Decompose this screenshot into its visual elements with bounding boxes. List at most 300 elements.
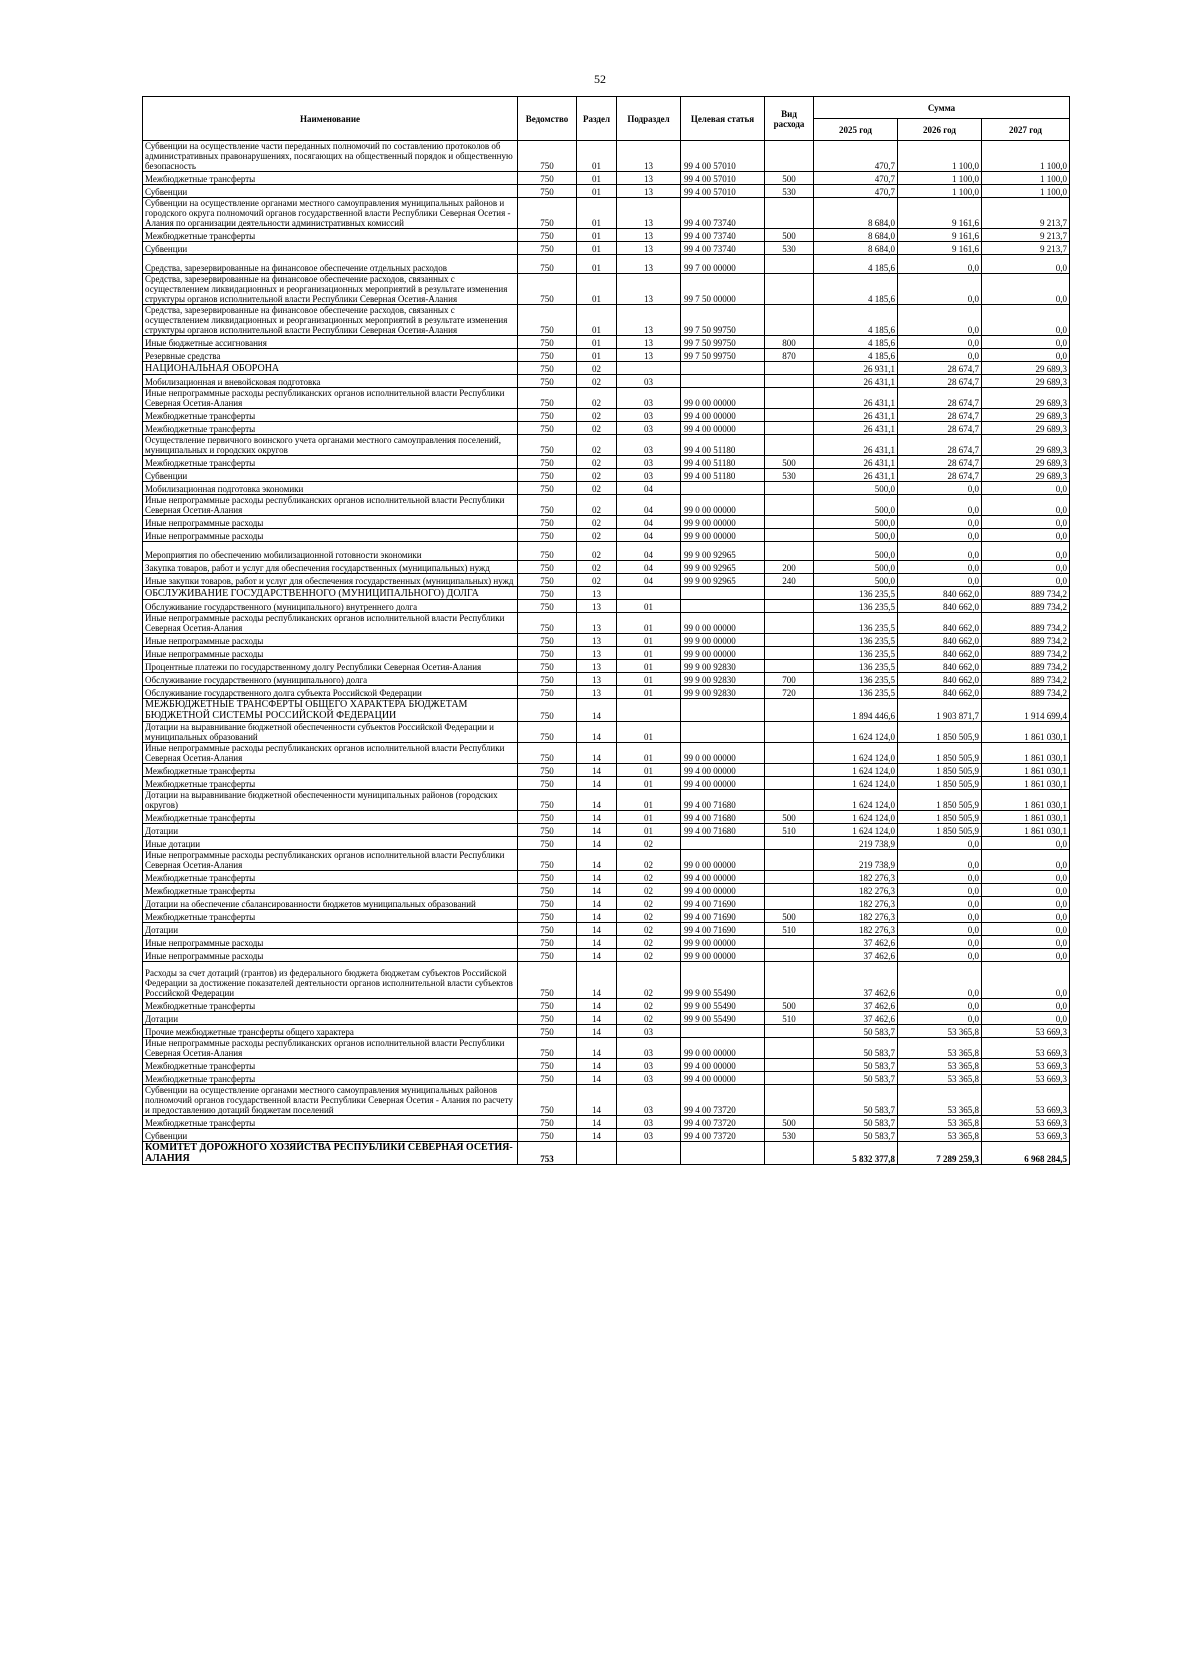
row-name: Обслуживание государственного (муниципального) внутреннего долга: [143, 600, 518, 613]
row-name: Межбюджетные трансферты: [143, 229, 518, 242]
table-row: [143, 1129, 1070, 1142]
table-row: [143, 923, 1070, 936]
table-row: [143, 388, 1070, 409]
row-target: 99 4 00 00000: [681, 764, 765, 777]
row-name: Средства, зарезервированные на финансовое обеспечение расходов, связанных с осуществлением ликвидационных и реорганизационных мероприятий в результате изменения структуры органов исполнительной власти Республики Северная Осетия-Алания: [143, 274, 518, 305]
row-expense-type: [765, 634, 814, 647]
row-expense-type: 800: [765, 336, 814, 349]
row-subsection: [617, 362, 681, 375]
row-sum-2027: 53 669,3: [982, 1116, 1070, 1129]
row-target: 99 4 00 00000: [681, 1059, 765, 1072]
row-expense-type: [765, 850, 814, 871]
row-name: Процентные платежи по государственному долгу Республики Северная Осетия-Алания: [143, 660, 518, 673]
row-name: Осуществление первичного воинского учета органами местного самоуправления поселений, муниципальных и городских округов: [143, 435, 518, 456]
row-target: 99 4 00 71680: [681, 811, 765, 824]
row-dept: 750: [518, 837, 577, 850]
table-row: [143, 172, 1070, 185]
header-dept: Ведомство: [518, 97, 577, 141]
table-row: [143, 634, 1070, 647]
row-expense-type: [765, 422, 814, 435]
row-section: 02: [577, 409, 617, 422]
row-expense-type: 500: [765, 999, 814, 1012]
table-row: [143, 141, 1070, 172]
row-sum-2027: 0,0: [982, 837, 1070, 850]
row-expense-type: 530: [765, 1129, 814, 1142]
row-name: Дотации на выравнивание бюджетной обеспеченности субъектов Российской Федерации и муниципальных образований: [143, 722, 518, 743]
row-subsection: 04: [617, 529, 681, 542]
row-section: 02: [577, 456, 617, 469]
page-number: 52: [594, 72, 606, 86]
row-target: 99 9 00 55490: [681, 962, 765, 999]
row-sum-2026: 28 674,7: [898, 435, 982, 456]
row-name: Обслуживание государственного (муниципального) долга: [143, 673, 518, 686]
row-sum-2027: 1 861 030,1: [982, 722, 1070, 743]
row-sum-2025: 182 276,3: [814, 910, 898, 923]
row-sum-2025: 1 624 124,0: [814, 777, 898, 790]
row-section: 02: [577, 574, 617, 587]
row-expense-type: 500: [765, 910, 814, 923]
table-row: [143, 229, 1070, 242]
row-name: Расходы за счет дотаций (грантов) из федерального бюджета бюджетам субъектов Российской Федерации за достижение показателей деятельности органов исполнительной власти субъектов Российской Федерации: [143, 962, 518, 999]
table-row: [143, 542, 1070, 561]
row-sum-2027: 29 689,3: [982, 409, 1070, 422]
row-sum-2025: 50 583,7: [814, 1059, 898, 1072]
row-dept: 750: [518, 743, 577, 764]
row-sum-2027: 9 213,7: [982, 198, 1070, 229]
row-sum-2025: 470,7: [814, 172, 898, 185]
row-name: Дотации: [143, 1012, 518, 1025]
row-section: 14: [577, 824, 617, 837]
row-sum-2025: 4 185,6: [814, 255, 898, 274]
row-sum-2027: 29 689,3: [982, 388, 1070, 409]
row-subsection: 02: [617, 999, 681, 1012]
row-sum-2026: 1 850 505,9: [898, 764, 982, 777]
row-sum-2025: 136 235,5: [814, 600, 898, 613]
row-target: 99 4 00 73720: [681, 1116, 765, 1129]
row-sum-2025: 26 931,1: [814, 362, 898, 375]
row-sum-2026: 840 662,0: [898, 634, 982, 647]
row-sum-2025: 37 462,6: [814, 949, 898, 962]
row-subsection: 02: [617, 850, 681, 871]
row-expense-type: [765, 647, 814, 660]
row-sum-2026: 0,0: [898, 1012, 982, 1025]
row-subsection: 03: [617, 388, 681, 409]
table-row: [143, 587, 1070, 600]
row-sum-2027: 1 100,0: [982, 141, 1070, 172]
table-row: [143, 660, 1070, 673]
row-name: Субвенции: [143, 185, 518, 198]
row-dept: 750: [518, 587, 577, 600]
row-name: Дотации на выравнивание бюджетной обеспеченности муниципальных районов (городских округов): [143, 790, 518, 811]
row-section: 14: [577, 1085, 617, 1116]
row-dept: 750: [518, 469, 577, 482]
table-row: [143, 349, 1070, 362]
row-target: 99 4 00 57010: [681, 185, 765, 198]
row-dept: 750: [518, 172, 577, 185]
row-name: Резервные средства: [143, 349, 518, 362]
row-sum-2025: 1 624 124,0: [814, 722, 898, 743]
row-sum-2025: 500,0: [814, 495, 898, 516]
row-subsection: 13: [617, 242, 681, 255]
row-sum-2026: 0,0: [898, 574, 982, 587]
row-section: 13: [577, 600, 617, 613]
row-sum-2025: 50 583,7: [814, 1116, 898, 1129]
row-section: 02: [577, 529, 617, 542]
row-section: 14: [577, 1116, 617, 1129]
row-sum-2027: 1 100,0: [982, 185, 1070, 198]
row-dept: 750: [518, 141, 577, 172]
row-section: 02: [577, 542, 617, 561]
row-subsection: 04: [617, 542, 681, 561]
row-dept: 750: [518, 456, 577, 469]
row-name: Иные непрограммные расходы республиканских органов исполнительной власти Республики Северная Осетия-Алания: [143, 495, 518, 516]
row-name: Межбюджетные трансферты: [143, 456, 518, 469]
row-subsection: 02: [617, 1012, 681, 1025]
row-sum-2027: 1 861 030,1: [982, 777, 1070, 790]
row-name: Средства, зарезервированные на финансовое обеспечение расходов, связанных с осуществлением ликвидационных и реорганизационных мероприятий в результате изменения структуры органов исполнительной власти Республики Северная Осетия-Алания: [143, 305, 518, 336]
row-sum-2026: 0,0: [898, 274, 982, 305]
row-sum-2026: 840 662,0: [898, 660, 982, 673]
row-section: 02: [577, 388, 617, 409]
row-subsection: 03: [617, 469, 681, 482]
row-subsection: 01: [617, 722, 681, 743]
row-sum-2025: 8 684,0: [814, 242, 898, 255]
row-sum-2025: 500,0: [814, 529, 898, 542]
row-subsection: 02: [617, 884, 681, 897]
row-name: Мероприятия по обеспечению мобилизационной готовности экономики: [143, 542, 518, 561]
row-target: 99 9 00 55490: [681, 999, 765, 1012]
row-sum-2026: 7 289 259,3: [898, 1142, 982, 1165]
row-section: 14: [577, 790, 617, 811]
row-section: 01: [577, 172, 617, 185]
row-target: 99 9 00 55490: [681, 1012, 765, 1025]
row-subsection: [617, 587, 681, 600]
table-row: [143, 936, 1070, 949]
row-sum-2026: 0,0: [898, 529, 982, 542]
row-expense-type: [765, 1142, 814, 1165]
row-target: 99 9 00 92965: [681, 561, 765, 574]
row-target: 99 4 00 00000: [681, 1072, 765, 1085]
row-section: 13: [577, 660, 617, 673]
table-row: [143, 422, 1070, 435]
header-subsection: Подраздел: [617, 97, 681, 141]
row-sum-2026: 28 674,7: [898, 422, 982, 435]
row-name: Межбюджетные трансферты: [143, 1072, 518, 1085]
row-name: Иные бюджетные ассигнования: [143, 336, 518, 349]
row-sum-2027: 889 734,2: [982, 647, 1070, 660]
table-row: [143, 647, 1070, 660]
row-name: Субвенции на осуществление части переданных полномочий по составлению протоколов об административных правонарушениях, посягающих на общественный порядок и общественную безопасность: [143, 141, 518, 172]
row-section: 14: [577, 743, 617, 764]
row-name: Субвенции на осуществление органами местного самоуправления муниципальных районов полномочий органов государственной власти Республики Северная Осетия - Алания по расчету и предоставлению дотаций бюджетам поселений: [143, 1085, 518, 1116]
row-name: Иные непрограммные расходы республиканских органов исполнительной власти Республики Северная Осетия-Алания: [143, 850, 518, 871]
row-sum-2026: 0,0: [898, 255, 982, 274]
row-subsection: 03: [617, 375, 681, 388]
table-row: [143, 1012, 1070, 1025]
row-section: 01: [577, 229, 617, 242]
row-expense-type: 500: [765, 229, 814, 242]
row-sum-2026: 0,0: [898, 516, 982, 529]
row-name: Иные непрограммные расходы республиканских органов исполнительной власти Республики Северная Осетия-Алания: [143, 613, 518, 634]
table-row: [143, 362, 1070, 375]
row-subsection: 01: [617, 743, 681, 764]
row-sum-2027: 53 669,3: [982, 1059, 1070, 1072]
row-section: 14: [577, 897, 617, 910]
row-sum-2026: 1 850 505,9: [898, 743, 982, 764]
table-header: [143, 97, 1070, 141]
row-sum-2026: 53 365,8: [898, 1025, 982, 1038]
row-sum-2025: 136 235,5: [814, 647, 898, 660]
row-dept: 750: [518, 1116, 577, 1129]
row-subsection: 03: [617, 409, 681, 422]
row-dept: 750: [518, 884, 577, 897]
row-target: 99 9 00 92965: [681, 542, 765, 561]
row-section: 14: [577, 871, 617, 884]
row-dept: 750: [518, 529, 577, 542]
row-sum-2027: 0,0: [982, 574, 1070, 587]
row-section: 14: [577, 699, 617, 722]
table-row: [143, 673, 1070, 686]
row-sum-2026: 1 850 505,9: [898, 722, 982, 743]
row-sum-2025: 50 583,7: [814, 1085, 898, 1116]
row-sum-2025: 37 462,6: [814, 962, 898, 999]
row-section: 14: [577, 1025, 617, 1038]
row-expense-type: 510: [765, 824, 814, 837]
row-subsection: 03: [617, 435, 681, 456]
row-sum-2027: 0,0: [982, 999, 1070, 1012]
row-name: Субвенции: [143, 242, 518, 255]
row-sum-2027: 9 213,7: [982, 242, 1070, 255]
row-sum-2027: 0,0: [982, 962, 1070, 999]
row-target: 99 4 00 71690: [681, 923, 765, 936]
row-sum-2027: 53 669,3: [982, 1025, 1070, 1038]
row-name: Межбюджетные трансферты: [143, 409, 518, 422]
row-dept: 750: [518, 871, 577, 884]
row-subsection: 02: [617, 923, 681, 936]
row-section: 13: [577, 613, 617, 634]
row-sum-2026: 0,0: [898, 871, 982, 884]
table-row: [143, 999, 1070, 1012]
row-sum-2027: 0,0: [982, 255, 1070, 274]
row-section: 14: [577, 811, 617, 824]
row-expense-type: 500: [765, 172, 814, 185]
row-subsection: 01: [617, 634, 681, 647]
row-section: 01: [577, 336, 617, 349]
row-section: 01: [577, 274, 617, 305]
row-target: 99 4 00 00000: [681, 422, 765, 435]
row-subsection: [617, 699, 681, 722]
row-dept: 750: [518, 561, 577, 574]
row-dept: 750: [518, 375, 577, 388]
table-row: [143, 1025, 1070, 1038]
row-target: 99 4 00 57010: [681, 172, 765, 185]
row-subsection: 01: [617, 613, 681, 634]
row-dept: 750: [518, 242, 577, 255]
row-target: 99 9 00 92965: [681, 574, 765, 587]
row-dept: 750: [518, 686, 577, 699]
row-sum-2025: 136 235,5: [814, 613, 898, 634]
row-dept: 750: [518, 1059, 577, 1072]
row-sum-2027: 29 689,3: [982, 435, 1070, 456]
row-section: 13: [577, 686, 617, 699]
row-sum-2025: 50 583,7: [814, 1025, 898, 1038]
row-section: 14: [577, 777, 617, 790]
row-dept: 750: [518, 542, 577, 561]
row-target: 99 7 50 99750: [681, 336, 765, 349]
row-name: Иные дотации: [143, 837, 518, 850]
row-sum-2026: 0,0: [898, 837, 982, 850]
row-sum-2026: 0,0: [898, 495, 982, 516]
row-target: 99 4 00 00000: [681, 884, 765, 897]
row-sum-2025: 500,0: [814, 516, 898, 529]
row-subsection: 13: [617, 305, 681, 336]
row-section: 14: [577, 722, 617, 743]
row-name: ОБСЛУЖИВАНИЕ ГОСУДАРСТВЕННОГО (МУНИЦИПАЛЬНОГО) ДОЛГА: [143, 587, 518, 600]
row-section: 14: [577, 837, 617, 850]
row-target: 99 4 00 71680: [681, 790, 765, 811]
row-target: 99 9 00 92830: [681, 686, 765, 699]
row-dept: 750: [518, 897, 577, 910]
row-sum-2027: 0,0: [982, 305, 1070, 336]
row-dept: 750: [518, 1025, 577, 1038]
row-name: Субвенции: [143, 469, 518, 482]
row-target: 99 4 00 51180: [681, 435, 765, 456]
row-dept: 750: [518, 850, 577, 871]
row-sum-2026: 0,0: [898, 897, 982, 910]
row-dept: 750: [518, 647, 577, 660]
row-expense-type: 530: [765, 242, 814, 255]
row-dept: 750: [518, 274, 577, 305]
row-sum-2027: 0,0: [982, 482, 1070, 495]
row-target: [681, 375, 765, 388]
row-sum-2027: 29 689,3: [982, 422, 1070, 435]
row-subsection: [617, 1142, 681, 1165]
row-target: [681, 482, 765, 495]
row-sum-2025: 500,0: [814, 574, 898, 587]
row-target: [681, 699, 765, 722]
row-dept: 750: [518, 699, 577, 722]
row-sum-2027: 0,0: [982, 349, 1070, 362]
row-sum-2026: 0,0: [898, 542, 982, 561]
row-name: Дотации: [143, 923, 518, 936]
row-dept: 750: [518, 949, 577, 962]
row-sum-2025: 26 431,1: [814, 422, 898, 435]
row-dept: 750: [518, 777, 577, 790]
row-section: 02: [577, 516, 617, 529]
row-sum-2027: 0,0: [982, 936, 1070, 949]
table-row: [143, 435, 1070, 456]
row-name: НАЦИОНАЛЬНАЯ ОБОРОНА: [143, 362, 518, 375]
row-sum-2026: 0,0: [898, 999, 982, 1012]
table-row: [143, 274, 1070, 305]
row-dept: 750: [518, 305, 577, 336]
row-section: 14: [577, 884, 617, 897]
row-expense-type: 200: [765, 561, 814, 574]
row-target: 99 4 00 00000: [681, 871, 765, 884]
row-sum-2026: 9 161,6: [898, 198, 982, 229]
table-row: [143, 850, 1070, 871]
row-expense-type: [765, 1072, 814, 1085]
row-section: 01: [577, 141, 617, 172]
row-target: 99 4 00 73720: [681, 1085, 765, 1116]
row-name: Субвенции на осуществление органами местного самоуправления муниципальных районов и городского округа полномочий органов государственной власти Республики Северная Осетия - Алания по организации деятельности административных комиссий: [143, 198, 518, 229]
row-expense-type: 500: [765, 1116, 814, 1129]
row-target: [681, 587, 765, 600]
row-sum-2025: 182 276,3: [814, 884, 898, 897]
row-sum-2027: 0,0: [982, 516, 1070, 529]
row-subsection: 13: [617, 172, 681, 185]
header-target: Целевая статья: [681, 97, 765, 141]
header-sum: Сумма: [814, 97, 1070, 119]
row-subsection: 13: [617, 274, 681, 305]
row-sum-2025: 37 462,6: [814, 1012, 898, 1025]
row-target: 99 4 00 57010: [681, 141, 765, 172]
row-target: 99 4 00 00000: [681, 409, 765, 422]
row-name: Межбюджетные трансферты: [143, 1116, 518, 1129]
row-subsection: 04: [617, 495, 681, 516]
row-section: 13: [577, 673, 617, 686]
row-sum-2027: 0,0: [982, 884, 1070, 897]
row-name: Мобилизационная и вневойсковая подготовка: [143, 375, 518, 388]
table-row: [143, 456, 1070, 469]
row-sum-2027: 889 734,2: [982, 660, 1070, 673]
row-expense-type: [765, 949, 814, 962]
table-row: [143, 910, 1070, 923]
header-name: Наименование: [143, 97, 518, 141]
row-section: 02: [577, 362, 617, 375]
row-sum-2027: 1 861 030,1: [982, 743, 1070, 764]
row-target: 99 7 50 99750: [681, 349, 765, 362]
row-sum-2025: 26 431,1: [814, 375, 898, 388]
row-expense-type: [765, 1038, 814, 1059]
row-dept: 753: [518, 1142, 577, 1165]
row-target: 99 9 00 00000: [681, 936, 765, 949]
row-dept: 750: [518, 923, 577, 936]
row-dept: 750: [518, 600, 577, 613]
row-target: 99 9 00 92830: [681, 660, 765, 673]
row-expense-type: [765, 255, 814, 274]
table-row: [143, 897, 1070, 910]
table-row: [143, 884, 1070, 897]
row-sum-2025: 136 235,5: [814, 660, 898, 673]
row-section: 02: [577, 422, 617, 435]
table-row: [143, 1038, 1070, 1059]
row-dept: 750: [518, 811, 577, 824]
row-sum-2027: 1 861 030,1: [982, 811, 1070, 824]
row-sum-2025: 470,7: [814, 185, 898, 198]
table-row: [143, 743, 1070, 764]
row-sum-2025: 136 235,5: [814, 673, 898, 686]
row-sum-2025: 26 431,1: [814, 435, 898, 456]
table-row: [143, 185, 1070, 198]
row-subsection: 02: [617, 962, 681, 999]
row-sum-2025: 4 185,6: [814, 349, 898, 362]
row-sum-2026: 1 903 871,7: [898, 699, 982, 722]
table-row: [143, 482, 1070, 495]
row-target: 99 0 00 00000: [681, 743, 765, 764]
row-sum-2025: 37 462,6: [814, 936, 898, 949]
row-section: 14: [577, 936, 617, 949]
row-section: 02: [577, 561, 617, 574]
row-sum-2027: 889 734,2: [982, 587, 1070, 600]
row-subsection: 03: [617, 1059, 681, 1072]
table-row: [143, 871, 1070, 884]
row-target: [681, 722, 765, 743]
row-sum-2026: 28 674,7: [898, 469, 982, 482]
row-target: 99 4 00 71680: [681, 824, 765, 837]
row-name: Межбюджетные трансферты: [143, 884, 518, 897]
row-expense-type: 530: [765, 469, 814, 482]
